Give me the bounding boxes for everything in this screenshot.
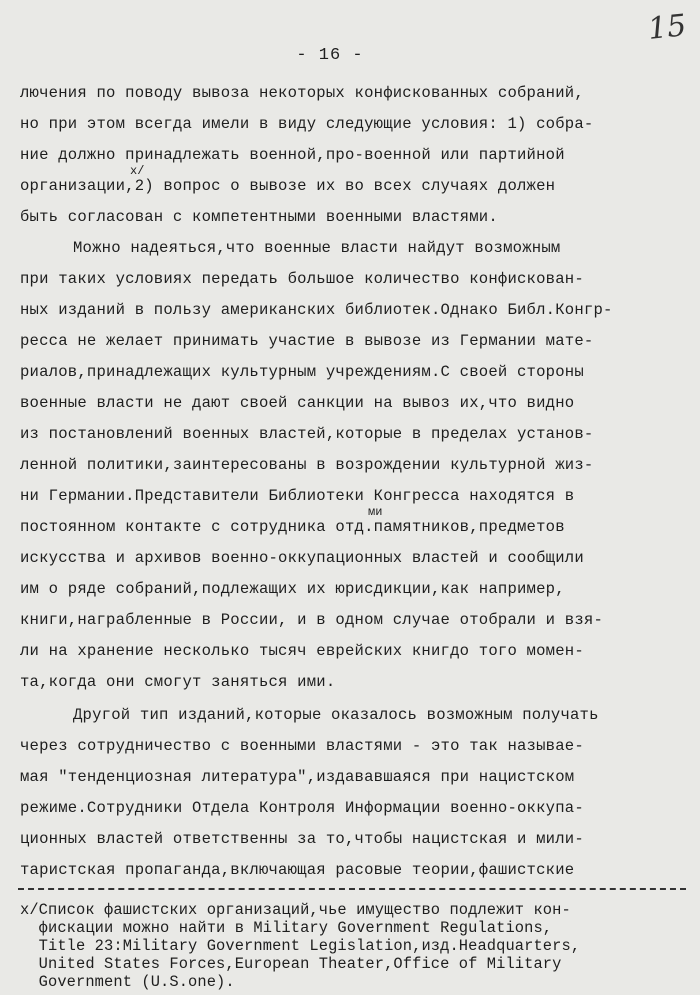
body-line: им о ряде собраний,подлежащих их юрисдикции,как например, xyxy=(20,580,565,598)
body-line: ни Германии.Представители Библиотеки Конгресса находятся в xyxy=(20,487,575,505)
footnote-separator xyxy=(18,888,686,890)
body-line: но при этом всегда имели в виду следующие условия: 1) собра- xyxy=(20,115,594,133)
body-line: лючения по поводу вывоза некоторых конфискованных собраний, xyxy=(20,84,584,102)
page-number: - 16 - xyxy=(296,46,364,65)
handwritten-page-mark: 15 xyxy=(646,8,688,47)
body-line: ленной политики,заинтересованы в возрождении культурной жиз- xyxy=(20,456,594,474)
footnote-marker: x/ xyxy=(130,164,145,178)
body-line: военные власти не дают своей санкции на вывоз их,что видно xyxy=(20,394,575,412)
body-line: мая "тенденциозная литература",издававшаяся при нацистском xyxy=(20,768,575,786)
body-line: ционных властей ответственны за то,чтобы нацистская и мили- xyxy=(20,830,584,848)
body-line: из постановлений военных властей,которые в пределах установ- xyxy=(20,425,594,443)
body-line: таристская пропаганда,включающая расовые теории,фашистские xyxy=(20,861,575,879)
body-line: быть согласован с компетентными военными властями. xyxy=(20,208,498,226)
body-line: организации,2) вопрос о вывозе их во всех случаях должен xyxy=(20,177,556,195)
interlinear-insertion: ми xyxy=(368,505,383,519)
footnote-line: x/Список фашистских организаций,чье имущество подлежит кон- xyxy=(20,901,571,919)
body-line: ресса не желает принимать участие в вывозе из Германии мате- xyxy=(20,332,594,350)
body-line: через сотрудничество с военными властями - это так называе- xyxy=(20,737,584,755)
body-line: режиме.Сотрудники Отдела Контроля Информации военно-оккупа- xyxy=(20,799,584,817)
footnote-line: Title 23:Military Government Legislation,изд.Headquarters, xyxy=(20,937,581,955)
body-line: книги,награбленные в России, и в одном случае отобрали и взя- xyxy=(20,611,604,629)
footnote-line: Government (U.S.one). xyxy=(20,973,235,991)
body-line: искусства и архивов военно-оккупационных властей и сообщили xyxy=(20,549,584,567)
paragraph-start-line: Другой тип изданий,которые оказалось возможным получать xyxy=(73,706,599,724)
footnote-line: фискации можно найти в Military Government Regulations, xyxy=(20,919,553,937)
body-line: та,когда они смогут заняться ими. xyxy=(20,673,336,691)
footnote-line: United States Forces,European Theater,Office of Military xyxy=(20,955,562,973)
paragraph-start-line: Можно надеяться,что военные власти найдут возможным xyxy=(73,239,561,257)
body-line: ных изданий в пользу американских библиотек.Однако Библ.Конгр- xyxy=(20,301,613,319)
body-line: ли на хранение несколько тысяч еврейских книгдо того момен- xyxy=(20,642,584,660)
body-line: при таких условиях передать большое количество конфискован- xyxy=(20,270,584,288)
body-line: постоянном контакте с сотрудника отд.памятников,предметов xyxy=(20,518,565,536)
body-line: ние должно принадлежать военной,про-военной или партийной xyxy=(20,146,565,164)
body-line: риалов,принадлежащих культурным учреждениям.С своей стороны xyxy=(20,363,584,381)
